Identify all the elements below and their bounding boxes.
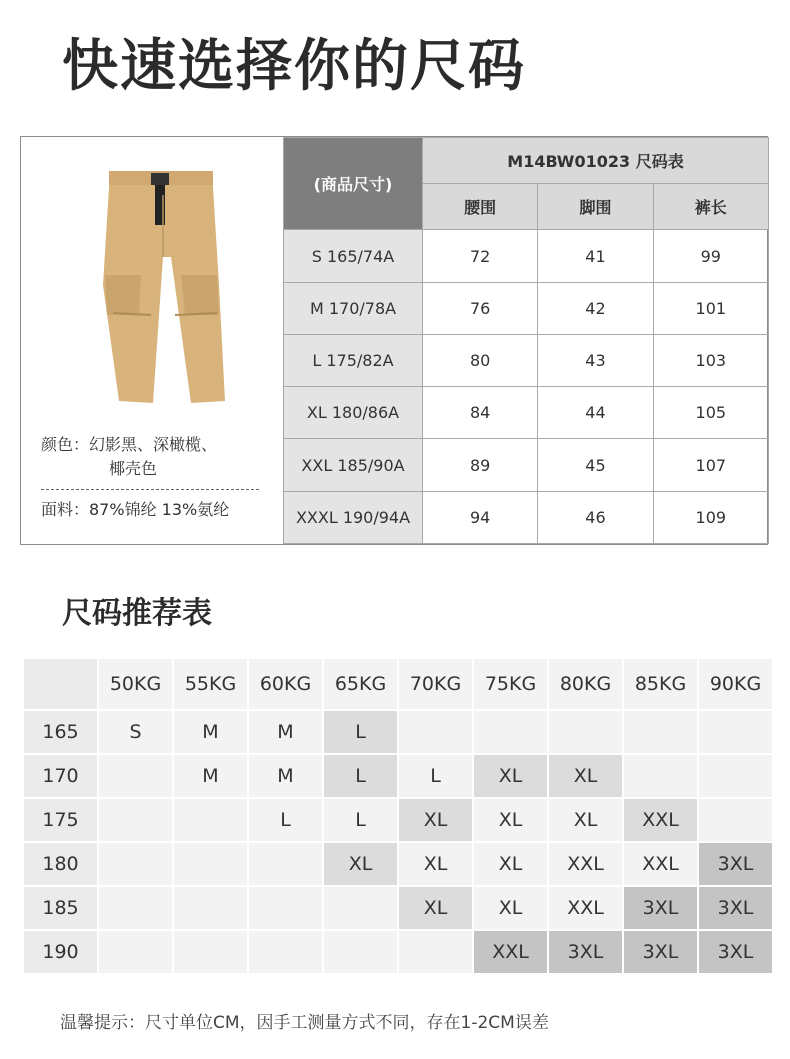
weight-header: 65KG — [324, 659, 397, 709]
size-row — [284, 282, 769, 334]
recommend-cell: XL — [399, 843, 472, 885]
size-value: 42 — [538, 282, 653, 334]
weight-header: 50KG — [99, 659, 172, 709]
corner-cell — [24, 659, 97, 709]
height-label: 165 — [24, 711, 97, 753]
recommend-cell: L — [324, 755, 397, 797]
recommend-cell — [624, 755, 697, 797]
size-row — [284, 439, 769, 491]
weight-header: 70KG — [399, 659, 472, 709]
weight-header-row — [24, 659, 772, 709]
recommend-cell — [174, 887, 247, 929]
recommend-cell — [99, 931, 172, 973]
size-value: 101 — [653, 282, 768, 334]
recommend-table — [22, 657, 774, 975]
recommend-row — [24, 887, 772, 929]
recommend-cell — [174, 799, 247, 841]
divider — [41, 489, 259, 490]
pants-image — [93, 165, 233, 410]
weight-header: 90KG — [699, 659, 772, 709]
recommend-cell: XL — [474, 887, 547, 929]
weight-header: 80KG — [549, 659, 622, 709]
recommend-cell — [174, 843, 247, 885]
size-row — [284, 387, 769, 439]
recommend-cell — [99, 887, 172, 929]
recommend-row — [24, 799, 772, 841]
height-label: 185 — [24, 887, 97, 929]
recommend-title: 尺码推荐表 — [62, 596, 212, 631]
size-value: 99 — [653, 230, 768, 282]
size-value: 107 — [653, 439, 768, 491]
recommend-row — [24, 843, 772, 885]
size-value: 80 — [423, 334, 538, 386]
size-row — [284, 491, 769, 543]
size-label: L 175/82A — [284, 334, 423, 386]
recommend-cell: M — [249, 755, 322, 797]
size-value: 72 — [423, 230, 538, 282]
color-line-2: 椰壳色 — [109, 459, 158, 478]
fabric-info: 面料：87%锦纶 13%氨纶 — [41, 500, 230, 519]
recommend-cell: L — [399, 755, 472, 797]
weight-header: 55KG — [174, 659, 247, 709]
recommend-cell: XL — [549, 799, 622, 841]
size-value: 109 — [653, 491, 768, 543]
recommend-cell: 3XL — [699, 931, 772, 973]
size-column-header: 脚围 — [538, 184, 653, 230]
recommend-cell: XXL — [549, 887, 622, 929]
recommend-cell: S — [99, 711, 172, 753]
recommend-cell: XL — [474, 843, 547, 885]
recommend-cell — [624, 711, 697, 753]
recommend-cell — [99, 755, 172, 797]
recommend-cell — [324, 887, 397, 929]
size-table — [283, 137, 769, 544]
size-value: 41 — [538, 230, 653, 282]
height-label: 180 — [24, 843, 97, 885]
product-info — [21, 137, 283, 544]
weight-header: 85KG — [624, 659, 697, 709]
recommend-cell — [399, 931, 472, 973]
recommend-cell — [249, 887, 322, 929]
size-value: 44 — [538, 387, 653, 439]
recommend-cell: XXL — [474, 931, 547, 973]
size-label: XXXL 190/94A — [284, 491, 423, 543]
size-value: 94 — [423, 491, 538, 543]
tip-note: 温馨提示：尺寸单位CM，因手工测量方式不同，存在1-2CM误差 — [60, 1013, 549, 1033]
recommend-cell — [99, 843, 172, 885]
size-row — [284, 334, 769, 386]
recommend-cell: XL — [474, 799, 547, 841]
size-column-header: 裤长 — [653, 184, 768, 230]
size-value: 89 — [423, 439, 538, 491]
recommend-cell: 3XL — [624, 887, 697, 929]
recommend-cell: 3XL — [699, 887, 772, 929]
size-value: 84 — [423, 387, 538, 439]
size-value: 45 — [538, 439, 653, 491]
height-label: 170 — [24, 755, 97, 797]
recommend-cell: 3XL — [549, 931, 622, 973]
size-column-header: 腰围 — [423, 184, 538, 230]
size-label: S 165/74A — [284, 230, 423, 282]
recommend-cell: XL — [474, 755, 547, 797]
recommend-cell: M — [174, 711, 247, 753]
weight-header: 75KG — [474, 659, 547, 709]
recommend-cell: XL — [324, 843, 397, 885]
recommend-cell: XXL — [624, 799, 697, 841]
recommend-cell: M — [249, 711, 322, 753]
recommend-cell — [324, 931, 397, 973]
size-chart — [20, 136, 768, 545]
size-label: XL 180/86A — [284, 387, 423, 439]
recommend-cell — [399, 711, 472, 753]
size-value: 103 — [653, 334, 768, 386]
recommend-cell — [174, 931, 247, 973]
recommend-cell: L — [324, 711, 397, 753]
recommend-cell: 3XL — [624, 931, 697, 973]
page-title: 快速选择你的尺码 — [62, 34, 526, 99]
recommend-row — [24, 711, 772, 753]
recommend-row — [24, 931, 772, 973]
recommend-cell — [99, 799, 172, 841]
recommend-cell: L — [324, 799, 397, 841]
color-info — [41, 433, 217, 481]
size-value: 76 — [423, 282, 538, 334]
recommend-cell: XXL — [624, 843, 697, 885]
recommend-cell — [549, 711, 622, 753]
weight-header: 60KG — [249, 659, 322, 709]
recommend-row — [24, 755, 772, 797]
recommend-cell — [699, 799, 772, 841]
recommend-cell: XL — [549, 755, 622, 797]
size-header: (商品尺寸) — [284, 138, 423, 230]
recommend-cell — [249, 843, 322, 885]
size-label: XXL 185/90A — [284, 439, 423, 491]
height-label: 175 — [24, 799, 97, 841]
recommend-cell: XL — [399, 799, 472, 841]
size-label: M 170/78A — [284, 282, 423, 334]
size-value: 46 — [538, 491, 653, 543]
recommend-cell — [699, 755, 772, 797]
recommend-cell — [249, 931, 322, 973]
size-value: 43 — [538, 334, 653, 386]
size-row — [284, 230, 769, 282]
recommend-cell: M — [174, 755, 247, 797]
recommend-cell: 3XL — [699, 843, 772, 885]
recommend-cell: XL — [399, 887, 472, 929]
recommend-cell: L — [249, 799, 322, 841]
size-table-title: M14BW01023 尺码表 — [423, 138, 769, 184]
recommend-cell — [474, 711, 547, 753]
color-line-1: 颜色：幻影黑、深橄榄、 — [41, 435, 218, 454]
recommend-cell — [699, 711, 772, 753]
size-value: 105 — [653, 387, 768, 439]
height-label: 190 — [24, 931, 97, 973]
recommend-cell: XXL — [549, 843, 622, 885]
